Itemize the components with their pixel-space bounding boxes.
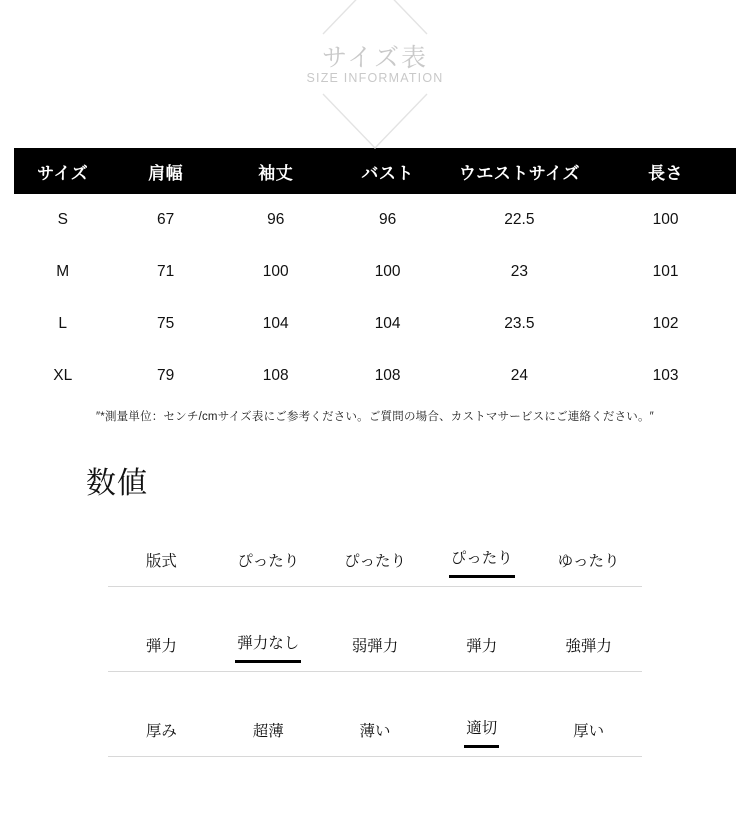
cell-bust: 100	[374, 263, 401, 280]
cell-length: 103	[652, 367, 679, 384]
scale-option-text: ゆったり	[557, 553, 620, 570]
table-row	[14, 246, 736, 298]
cell-size: L	[58, 315, 68, 332]
cell-shoulder: 75	[156, 315, 175, 332]
cell-bust: 96	[379, 211, 397, 228]
scale-option-text: 薄い	[359, 723, 391, 740]
scale-option-elasticity-3[interactable]	[535, 634, 642, 671]
page-title: サイズ表	[321, 44, 428, 72]
scale-divider	[108, 671, 642, 672]
scale-option-thickness-0[interactable]	[215, 719, 322, 756]
values-scales	[108, 524, 642, 757]
column-header-shoulder: 肩幅	[148, 163, 184, 183]
scale-option-fit-2[interactable]	[428, 546, 535, 586]
scale-label-text: 版式	[145, 553, 177, 570]
scale-option-fit-1[interactable]	[322, 549, 429, 586]
cell-bust: 108	[374, 367, 401, 384]
scale-option-text: ぴったり	[237, 553, 300, 570]
size-table-body	[14, 194, 736, 402]
cell-sleeve: 104	[262, 315, 289, 332]
column-header-size: サイズ	[37, 163, 89, 183]
table-row	[14, 298, 736, 350]
cell-shoulder: 67	[156, 211, 175, 228]
cell-shoulder: 71	[156, 263, 175, 280]
cell-length: 102	[652, 315, 679, 332]
scale-row-elasticity	[108, 609, 642, 671]
column-header-length: 長さ	[648, 163, 684, 183]
scale-row-thickness	[108, 694, 642, 756]
scale-label-elasticity	[108, 634, 215, 671]
values-section-title: 数値	[86, 467, 148, 500]
scale-label-text: 厚み	[145, 723, 177, 740]
scale-row-fit	[108, 524, 642, 586]
cell-length: 101	[652, 263, 679, 280]
diamond-bottom-ornament	[321, 92, 429, 150]
cell-sleeve: 108	[262, 367, 289, 384]
cell-size: M	[56, 263, 70, 280]
cell-waist: 23	[510, 263, 528, 280]
scale-option-text: 超薄	[252, 723, 284, 740]
column-header-sleeve: 袖丈	[258, 163, 294, 183]
scale-option-text: 弾力	[466, 638, 498, 655]
cell-waist: 22.5	[504, 211, 535, 228]
scale-option-fit-3[interactable]	[535, 549, 642, 586]
size-table	[14, 148, 736, 402]
size-table-head	[14, 148, 736, 194]
scale-option-fit-0[interactable]	[215, 549, 322, 586]
scale-option-text-selected: 適切	[464, 716, 499, 748]
cell-waist: 24	[510, 367, 528, 384]
scale-option-elasticity-2[interactable]	[428, 634, 535, 671]
cell-length: 100	[652, 211, 679, 228]
scale-divider	[108, 756, 642, 757]
cell-sleeve: 100	[262, 263, 289, 280]
scale-label-text: 弾力	[145, 638, 177, 655]
scale-option-thickness-1[interactable]	[322, 719, 429, 756]
scale-option-text-selected: ぴったり	[449, 546, 515, 578]
scale-option-text-selected: 弾力なし	[235, 631, 301, 663]
cell-size: S	[57, 211, 68, 228]
scale-option-text: 強弾力	[565, 638, 612, 655]
table-row	[14, 350, 736, 402]
column-header-bust: バスト	[361, 163, 414, 183]
cell-sleeve: 96	[267, 211, 285, 228]
cell-waist: 23.5	[504, 315, 535, 332]
scale-option-thickness-3[interactable]	[535, 719, 642, 756]
scale-label-thickness	[108, 719, 215, 756]
size-table-header-row	[14, 148, 736, 194]
scale-divider	[108, 586, 642, 587]
scale-option-text: 弱弾力	[351, 638, 399, 655]
scale-label-fit	[108, 549, 215, 586]
scale-option-text: 厚い	[573, 723, 605, 740]
cell-shoulder: 79	[156, 367, 175, 384]
table-row	[14, 194, 736, 246]
scale-option-elasticity-1[interactable]	[322, 634, 429, 671]
diamond-top-ornament	[321, 0, 429, 36]
cell-bust: 104	[374, 315, 401, 332]
page-subtitle: SIZE INFORMATION	[306, 71, 444, 85]
header	[0, 0, 750, 148]
scale-option-thickness-2[interactable]	[428, 716, 535, 756]
column-header-waist: ウエストサイズ	[458, 163, 580, 183]
scale-option-elasticity-0[interactable]	[215, 631, 322, 671]
cell-size: XL	[53, 367, 73, 384]
scale-option-text: ぴったり	[343, 553, 406, 570]
measurement-note: ″*測量単位：センチ/cmサイズ表にご参考ください。ご質問の場合、カストマサービスにご連絡ください。″	[96, 411, 654, 423]
bottom-spacer	[0, 757, 750, 807]
